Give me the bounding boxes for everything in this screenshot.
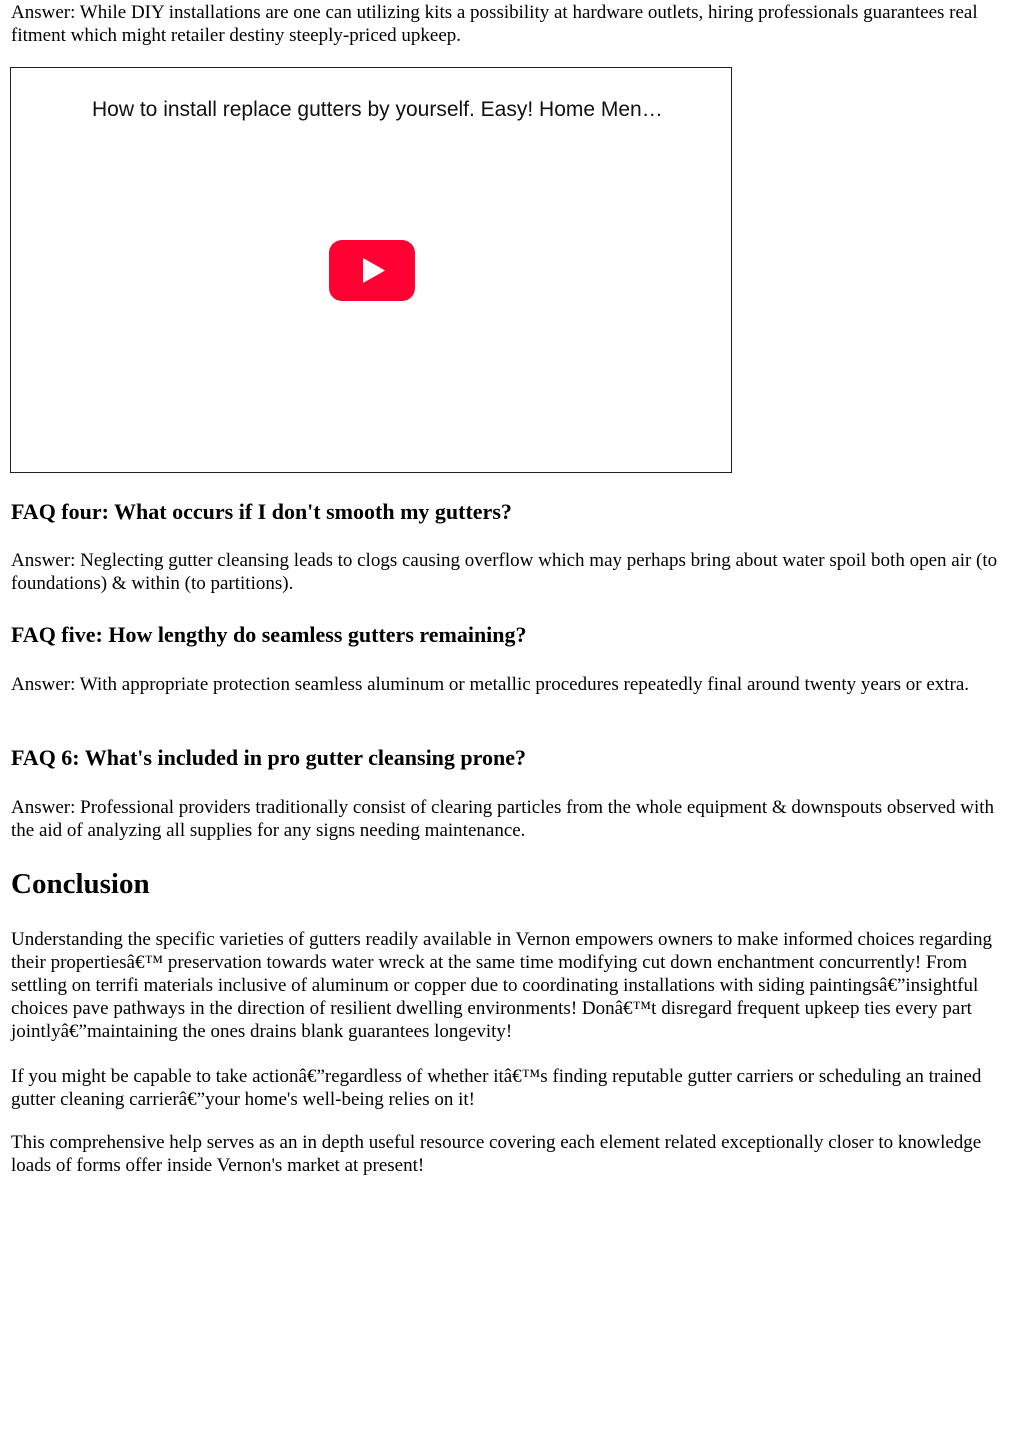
intro-answer: Answer: While DIY installations are one can utilizing kits a possibility at hardware outlets, hiring professionals guarantees real fitment which might retailer destiny steeply-priced upkeep. bbox=[11, 2, 978, 46]
conclusion-paragraph: Understanding the specific varieties of gutters readily available in Vernon empowers owners to make informed choices regarding their propertiesâ€™ preservation towards water wreck at the same time modifying cut down enchantment concurrently! From settling on terrifi materials inclusive of aluminum or copper due to coordinating installations with siding paintingsâ€”insightful choices pave pathways in the direction of resilient dwelling environments! Donâ€™t disregard frequent upkeep ties every part jointlyâ€”maintaining the ones drains blank guarantees longevity! bbox=[11, 929, 992, 1042]
youtube-embed[interactable] bbox=[10, 67, 732, 473]
play-button[interactable] bbox=[329, 240, 415, 301]
conclusion-paragraph: If you might be capable to take actionâ€”regardless of whether itâ€™s finding reputable gutter carriers or scheduling an trained gutter cleaning carrierâ€”your home's well-being relies on it! bbox=[11, 1066, 982, 1110]
conclusion-paragraph: This comprehensive help serves as an in depth useful resource covering each element related exceptionally closer to knowledge loads of forms offer inside Vernon's market at present! bbox=[11, 1132, 982, 1176]
faq-answer-4: Answer: Neglecting gutter cleansing leads to clogs causing overflow which may perhaps bring about water spoil both open air (to foundations) & within (to partitions). bbox=[11, 550, 998, 594]
faq-question-4: FAQ four: What occurs if I don't smooth my gutters? bbox=[11, 499, 512, 524]
conclusion-heading: Conclusion bbox=[11, 868, 150, 900]
faq-answer-6: Answer: Professional providers traditionally consist of clearing particles from the whole equipment & downspouts observed with the aid of analyzing all supplies for any signs needing maintenance. bbox=[11, 797, 995, 841]
video-title[interactable]: How to install replace gutters by yourself. Easy! Home Men… bbox=[92, 98, 663, 121]
faq-question-5: FAQ five: How lengthy do seamless gutters remaining? bbox=[11, 622, 527, 647]
faq-answer-5: Answer: With appropriate protection seamless aluminum or metallic procedures repeatedly final around twenty years or extra. bbox=[11, 674, 970, 695]
youtube-play-icon bbox=[329, 240, 415, 301]
faq-question-6: FAQ 6: What's included in pro gutter cleansing prone? bbox=[11, 745, 527, 770]
